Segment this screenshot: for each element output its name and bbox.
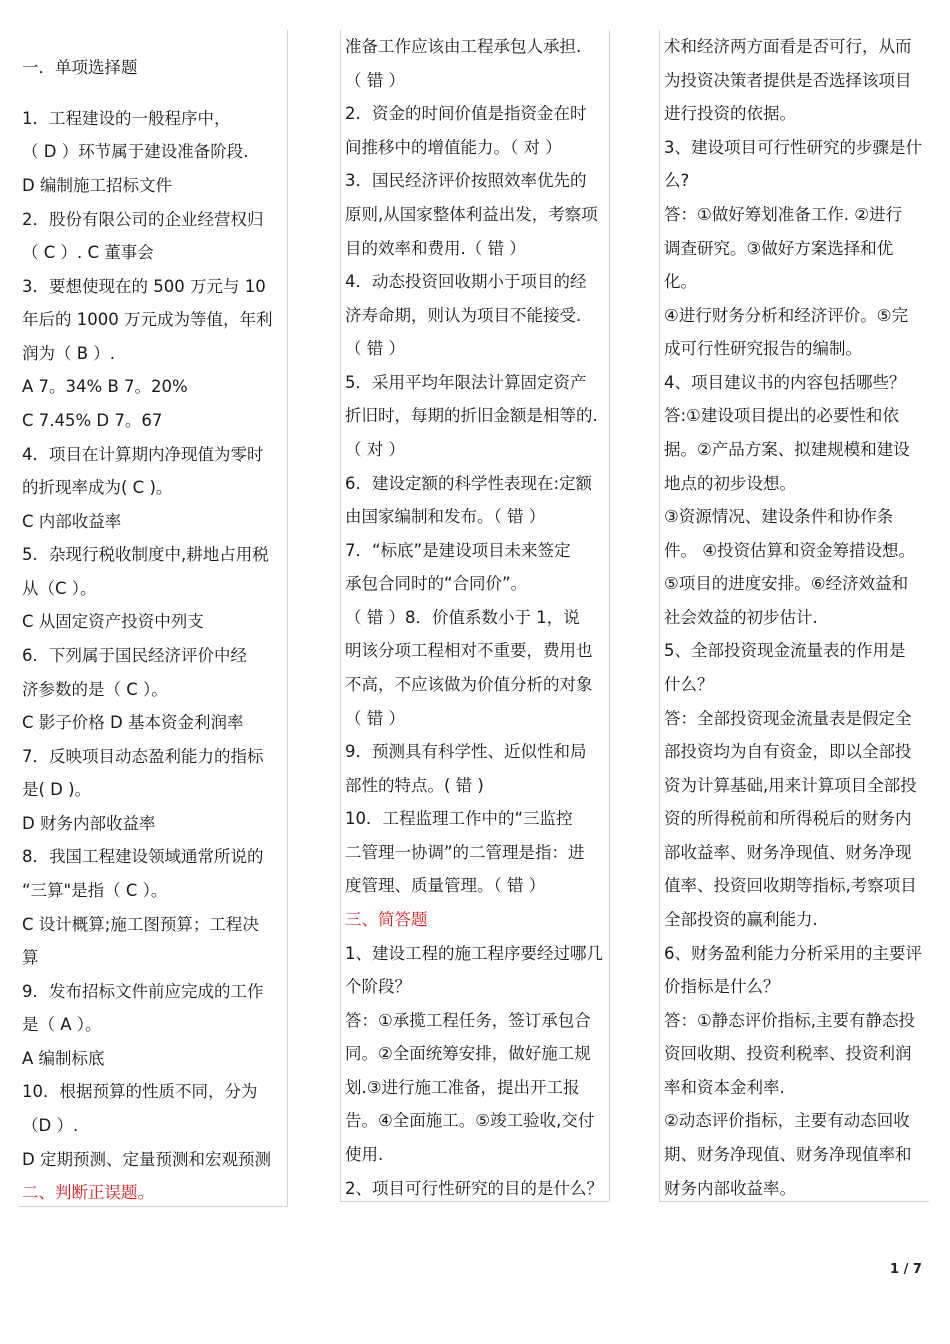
- text-line: 5、全部投资现金流量表的作用是: [664, 641, 906, 660]
- page-number: 1 / 7: [890, 1262, 922, 1277]
- text-line: ④进行财务分析和经济评价。⑤完: [664, 306, 909, 325]
- text-line: ③资源情况、建设条件和协作条: [664, 507, 894, 526]
- text-line: （ 错 ）: [345, 339, 405, 358]
- text-line: 10．根据预算的性质不同，分为: [22, 1082, 258, 1101]
- text-line: 6．下列属于国民经济评价中经: [22, 646, 247, 665]
- text-line: 3．要想使现在的 500 万元与 10: [22, 277, 266, 296]
- text-line: 告。④全面施工。⑤竣工验收,交付: [345, 1111, 595, 1130]
- text-line: 从（C ）。: [22, 579, 97, 598]
- text-line: 调查研究。③做好方案选择和优: [664, 239, 894, 258]
- section-heading-single-choice: 一．单项选择题: [22, 58, 138, 77]
- text-line: 部收益率、财务净现值、财务净现: [664, 843, 912, 862]
- text-line: 值率、投资回收期等指标,考察项目: [664, 876, 917, 895]
- text-line: 度管理、质量管理。（ 错 ）: [345, 876, 546, 895]
- column-1: [18, 30, 288, 1207]
- text-line: 答：①静态评价指标,主要有静态投: [664, 1011, 916, 1030]
- text-line: C 从固定资产投资中列支: [22, 612, 204, 631]
- text-line: 什么？: [664, 675, 714, 694]
- text-line: 财务内部收益率。: [664, 1179, 796, 1198]
- text-line: （ D ）环节属于建设准备阶段.: [22, 142, 249, 161]
- text-line: 1、建设工程的施工程序要经过哪几: [345, 944, 603, 963]
- text-line: 7．“标底”是建设项目未来签定: [345, 541, 571, 560]
- text-line: 期、财务净现值、财务净现值率和: [664, 1145, 912, 1164]
- text-line: 折旧时，每期的折旧金额是相等的.: [345, 406, 598, 425]
- text-line: 5．杂现行税收制度中,耕地占用税: [22, 545, 269, 564]
- text-line: （D ）.: [22, 1116, 79, 1135]
- text-line: 为投资决策者提供是否选择该项目: [664, 71, 912, 90]
- text-line: 化。: [664, 272, 697, 291]
- text-line: 件。 ④投资估算和资金筹措设想。: [664, 541, 916, 560]
- text-line: 10．工程监理工作中的“三监控: [345, 809, 573, 828]
- text-line: （ 错 ）: [345, 71, 405, 90]
- text-line: 原则,从国家整体利益出发，考察项: [345, 205, 598, 224]
- text-line: 4．动态投资回收期小于项目的经: [345, 272, 587, 291]
- text-line: 的折现率成为( C )。: [22, 478, 173, 497]
- text-line: 个阶段？: [345, 977, 411, 996]
- text-line: D 财务内部收益率: [22, 814, 156, 833]
- text-line: （ 错 ）: [345, 709, 405, 728]
- text-line: 资为计算基础,用来计算项目全部投: [664, 776, 917, 795]
- section-heading-true-false: 二、判断正误题。: [22, 1183, 154, 1202]
- text-line: 济寿命期，则认为项目不能接受.: [345, 306, 582, 325]
- text-line: 同。②全面统筹安排，做好施工规: [345, 1044, 591, 1063]
- text-line: 4、项目建议书的内容包括哪些？: [664, 373, 906, 392]
- text-line: 承包合同时的“合同价”。: [345, 574, 528, 593]
- text-line: 间推移中的增值能力。（ 对 ）: [345, 138, 562, 157]
- text-line: 1．工程建设的一般程序中，: [22, 109, 231, 128]
- text-line: 率和资本金利率.: [664, 1078, 785, 1097]
- text-line: 全部投资的赢利能力.: [664, 910, 818, 929]
- section-heading-short-answer: 三、简答题: [345, 910, 428, 929]
- text-line: 二管理一协调”的二管理是指：进: [345, 843, 585, 862]
- text-line: ⑤项目的进度安排。⑥经济效益和: [664, 574, 909, 593]
- text-line: 7．反映项目动态盈利能力的指标: [22, 747, 264, 766]
- text-line: 答：全部投资现金流量表是假定全: [664, 709, 912, 728]
- text-line: 部性的特点。( 错 ): [345, 776, 484, 795]
- text-line: C 内部收益率: [22, 512, 122, 531]
- text-line: 资回收期、投资利税率、投资利润: [664, 1044, 912, 1063]
- column-3: [659, 30, 929, 1202]
- text-line: 部投资均为自有资金，即以全部投: [664, 742, 912, 761]
- text-line: 使用.: [345, 1145, 384, 1164]
- text-line: 据。②产品方案、拟建规模和建设: [664, 440, 910, 459]
- text-line: 由国家编制和发布。（ 错 ）: [345, 507, 546, 526]
- text-line: 润为（ B ）.: [22, 344, 116, 363]
- text-line: A 7。34% B 7。20%: [22, 377, 188, 396]
- text-line: 么?: [664, 171, 690, 190]
- text-line: 2．资金的时间价值是指资金在时: [345, 104, 587, 123]
- text-line: 答：①做好筹划准备工作. ②进行: [664, 205, 903, 224]
- text-line: 6、财务盈利能力分析采用的主要评: [664, 944, 922, 963]
- text-line: 2．股份有限公司的企业经营权归: [22, 210, 264, 229]
- text-line: “三算"是指（ C ）。: [22, 881, 168, 900]
- text-line: 进行投资的依据。: [664, 104, 796, 123]
- text-line: 是( D )。: [22, 780, 92, 799]
- text-line: （ 对 ）: [345, 440, 405, 459]
- text-line: （ 错 ）8．价值系数小于 1，说: [345, 608, 580, 627]
- text-line: 年后的 1000 万元成为等值，年利: [22, 310, 273, 329]
- text-line: 不高，不应该做为价值分析的对象: [345, 675, 593, 694]
- text-line: 答:①建设项目提出的必要性和依: [664, 406, 899, 425]
- text-line: 2、项目可行性研究的目的是什么？: [345, 1179, 603, 1198]
- text-line: 6．建设定额的科学性表现在:定额: [345, 474, 593, 493]
- column-2: [340, 30, 610, 1202]
- text-line: 地点的初步设想。: [664, 474, 796, 493]
- text-line: 准备工作应该由工程承包人承担.: [345, 37, 582, 56]
- text-line: 9．预测具有科学性、近似性和局: [345, 742, 587, 761]
- text-line: 是（ A ）。: [22, 1015, 102, 1034]
- text-line: 价指标是什么？: [664, 977, 780, 996]
- text-line: （ C ）. C 董事会: [22, 243, 154, 262]
- text-line: 成可行性研究报告的编制。: [664, 339, 862, 358]
- text-line: 答：①承揽工程任务，签订承包合: [345, 1011, 591, 1030]
- text-line: D 定期预测、定量预测和宏观预测: [22, 1150, 271, 1169]
- text-line: D 编制施工招标文件: [22, 176, 172, 195]
- text-line: 资的所得税前和所得税后的财务内: [664, 809, 912, 828]
- text-line: C 7.45% D 7。67: [22, 411, 163, 430]
- text-line: 算: [22, 948, 39, 967]
- text-line: 划.③进行施工准备，提出开工报: [345, 1078, 580, 1097]
- text-line: 术和经济两方面看是否可行，从而: [664, 37, 912, 56]
- text-line: C 设计概算;施工图预算；工程决: [22, 915, 259, 934]
- text-line: 4．项目在计算期内净现值为零时: [22, 445, 264, 464]
- text-line: C 影子价格 D 基本资金利润率: [22, 713, 244, 732]
- text-line: 5．采用平均年限法计算固定资产: [345, 373, 587, 392]
- text-line: 8．我国工程建设领域通常所说的: [22, 847, 264, 866]
- text-line: 3、建设项目可行性研究的步骤是什: [664, 138, 922, 157]
- text-line: 9．发布招标文件前应完成的工作: [22, 982, 264, 1001]
- text-line: 3．国民经济评价按照效率优先的: [345, 171, 587, 190]
- text-line: 社会效益的初步估计.: [664, 608, 818, 627]
- text-line: 明该分项工程相对不重要，费用也: [345, 641, 593, 660]
- text-line: 目的效率和费用.（ 错 ）: [345, 239, 526, 258]
- text-line: A 编制标底: [22, 1049, 105, 1068]
- text-line: ②动态评价指标，主要有动态回收: [664, 1111, 910, 1130]
- text-line: 济参数的是（ C ）。: [22, 680, 168, 699]
